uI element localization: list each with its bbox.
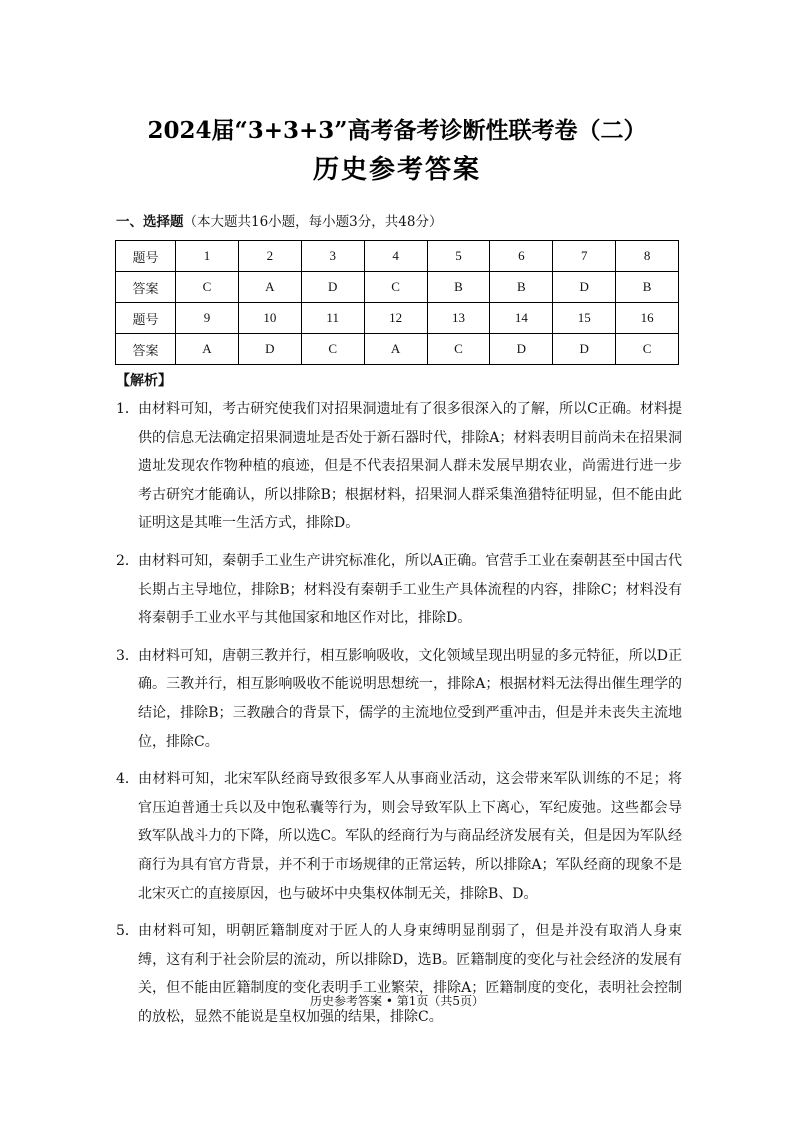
table-cell: 3: [301, 241, 364, 272]
table-cell: 8: [616, 241, 679, 272]
table-cell: D: [301, 272, 364, 303]
table-cell: C: [301, 334, 364, 365]
table-cell: 12: [364, 303, 427, 334]
item-number: 2．: [116, 552, 139, 569]
table-cell: C: [176, 272, 239, 303]
analysis-heading: 【解析】: [116, 373, 172, 389]
table-cell: D: [553, 272, 616, 303]
table-cell: 15: [553, 303, 616, 334]
table-cell: B: [427, 272, 490, 303]
item-number: 5．: [116, 923, 139, 940]
table-cell: 14: [490, 303, 553, 334]
table-cell: 1: [176, 241, 239, 272]
item-number: 3．: [116, 647, 139, 664]
section-heading: [116, 212, 442, 232]
table-row: [116, 272, 679, 303]
section-note: （本大题共16小题，每小题3分，共48分）: [183, 214, 443, 230]
item-text: 由材料可知，明朝匠籍制度对于匠人的人身束缚明显削弱了，但是并没有取消人身束缚，这有利于社会阶层的流动，所以排除D，选B。匠籍制度的变化与社会经济的发展有关，但不能由匠籍制度的变化表明手工业繁荣，排除A；匠籍制度的变化，表明社会控制的放松，显然不能说是皇权加强的结果，排除C。: [138, 923, 682, 1025]
item-text: 由材料可知，考古研究使我们对招果洞遗址有了很多很深入的了解，所以C正确。材料提供的信息无法确定招果洞遗址是否处于新石器时代，排除A；材料表明目前尚未在招果洞遗址发现农作物种植的痕迹，但是不代表招果洞人群未发展早期农业，尚需进行进一步考古研究才能确认，所以排除B；根据材料，招果洞人群采集渔猎特征明显，但不能由此证明这是其唯一生活方式，排除D。: [138, 401, 682, 532]
analysis-item: [116, 917, 682, 1031]
table-cell: D: [553, 334, 616, 365]
table-cell: 4: [364, 241, 427, 272]
table-cell: 2: [238, 241, 301, 272]
table-cell: A: [176, 334, 239, 365]
table-cell: C: [427, 334, 490, 365]
answer-table: [115, 240, 679, 365]
item-text: 由材料可知，唐朝三教并行，相互影响吸收，文化领域呈现出明显的多元特征，所以D正确。三教并行，相互影响吸收不能说明思想统一，排除A；根据材料无法得出催生理学的结论，排除B；三教融合的背景下，儒学的主流地位受到严重冲击，但是并未丧失主流地位，排除C。: [138, 647, 682, 750]
table-cell: 9: [176, 303, 239, 334]
table-cell: 6: [490, 241, 553, 272]
item-text: 由材料可知，北宋军队经商导致很多军人从事商业活动，这会带来军队训练的不足；将官压迫普通士兵以及中饱私囊等行为，则会导致军队上下离心，军纪废弛。这些都会导致军队战斗力的下降，所以选C。军队的经商行为与商品经济发展有关，但是因为军队经商行为具有官方背景，并不利于市场规律的正常运转，所以排除A；军队经商的现象不是北宋灭亡的直接原因，也与破坏中央集权体制无关，排除B、D。: [138, 771, 682, 902]
row-header-cell: 题号: [116, 241, 176, 272]
title-line-2: 历史参考答案: [312, 155, 481, 185]
analysis-item: [116, 642, 682, 756]
table-cell: A: [364, 334, 427, 365]
item-number: 4．: [116, 771, 139, 788]
table-cell: 11: [301, 303, 364, 334]
table-row: [116, 334, 679, 365]
table-cell: D: [490, 334, 553, 365]
row-header-cell: 答案: [116, 272, 176, 303]
row-header-cell: 答案: [116, 334, 176, 365]
title-line-1: 2024届“3+3+3”高考备考诊断性联考卷（二）: [147, 117, 647, 144]
analysis-item: [116, 765, 682, 908]
table-cell: 10: [238, 303, 301, 334]
item-text: 由材料可知，秦朝手工业生产讲究标准化，所以A正确。官营手工业在秦朝甚至中国古代长期占主导地位，排除B；材料没有秦朝手工业生产具体流程的内容，排除C；材料没有将秦朝手工业水平与其他国家和地区作对比，排除D。: [138, 552, 682, 627]
table-row: [116, 303, 679, 334]
table-cell: B: [616, 272, 679, 303]
analysis-item: [116, 395, 682, 538]
table-row: [116, 241, 679, 272]
table-cell: 16: [616, 303, 679, 334]
table-cell: A: [238, 272, 301, 303]
table-cell: C: [616, 334, 679, 365]
table-cell: 5: [427, 241, 490, 272]
table-cell: C: [364, 272, 427, 303]
analysis-list: [116, 395, 682, 1040]
item-number: 1．: [116, 401, 139, 417]
row-header-cell: 题号: [116, 303, 176, 334]
table-cell: 13: [427, 303, 490, 334]
table-cell: D: [238, 334, 301, 365]
table-cell: 7: [553, 241, 616, 272]
section-title: 一、选择题: [116, 214, 184, 230]
analysis-item: [116, 547, 682, 633]
table-cell: B: [490, 272, 553, 303]
page-footer: 历史参考答案 • 第1页（共5页）: [310, 994, 484, 1008]
